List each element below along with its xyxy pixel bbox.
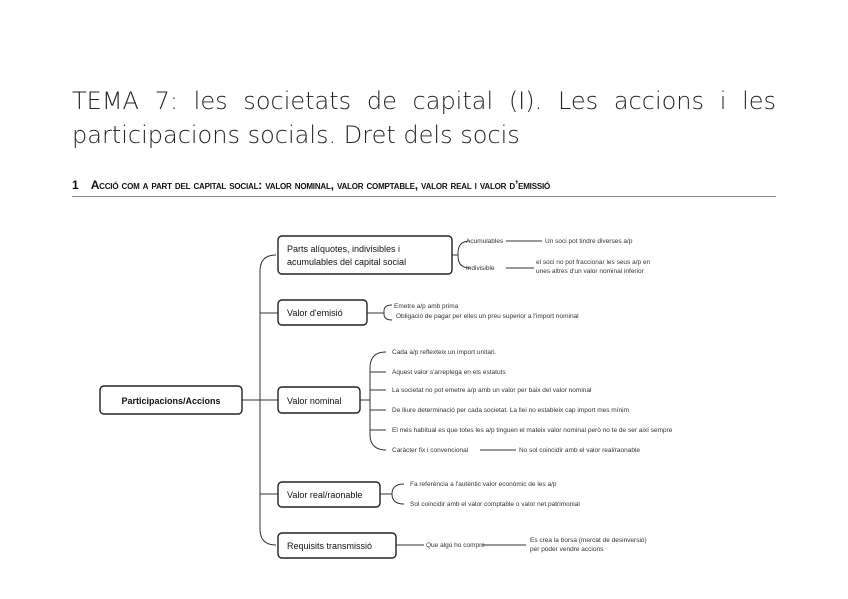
branch-5-label: Requisits transmissió <box>287 541 373 551</box>
leaf-detail: Cada a/p reflexteix un import unitari. <box>392 349 497 356</box>
leaf-detail: Sol coincidir amb el valor comptable o valor net patrimonial <box>410 501 580 508</box>
leaf-label: Indivisible <box>466 265 495 272</box>
note-text: Obligació de pagar per elles un preu superior a l'import nominal <box>396 313 579 320</box>
root-node: Participacions/Accions <box>121 396 221 406</box>
leaf-detail: De lliure determinació per cada societat. La llei no estableix cap import mes mínim <box>392 407 629 414</box>
leaf-detail <box>530 537 649 553</box>
branch-1-box <box>278 236 452 274</box>
section-heading-text: Acció com a part del capital social: valor nominal, valor comptable, valor real i valor d’emissió <box>90 178 551 192</box>
leaf-detail-line: el soci no pot fraccionar les seus a/p en <box>536 259 651 266</box>
branch-1-label-line: acumulables del capital social <box>287 257 407 267</box>
branch-1-label-line: Parts alíquotes, indivisibles i <box>287 244 401 254</box>
leaf-detail: Aquest valor s'arreplega en els estatuts <box>392 369 506 376</box>
branch-2-label: Valor d'emisió <box>287 308 343 318</box>
leaf-detail-line: Es crea la borsa (mercat de desinversió) <box>530 537 647 544</box>
branch-3-label: Valor nominal <box>287 396 342 406</box>
leaf-label: Acumulables <box>466 238 504 245</box>
leaf-detail: No sol coincidir amb el valor real/raonable <box>519 447 641 454</box>
leaf-detail: La societat no pot emetre a/p amb un valor per baix del valor nominal <box>392 387 592 394</box>
leaf-detail-line: unes altres d'un valor nominal inferior <box>536 268 644 275</box>
leaf-detail: Fa referència a l'autèntic valor econòmic de les a/p <box>410 481 557 488</box>
section-number: 1 <box>72 178 79 192</box>
leaf-detail: Un soci pot tindre diverses a/p <box>545 238 633 245</box>
leaf-detail: El més habitual es que totes les a/p tinguen el mateix valor nominal però no te de ser així sempre <box>392 427 673 434</box>
note-text: Emetre a/p amb prima <box>394 303 459 310</box>
document-title: TEMA 7: les societats de capital (I). Les accions i les participacions socials. Dret dels socis <box>72 87 776 149</box>
leaf-detail <box>536 259 652 275</box>
branch-4-label: Valor real/raonable <box>287 490 363 500</box>
leaf-detail-line: per poder vendre accions <box>530 546 604 553</box>
leaf-label: Que algú ho compre <box>426 542 485 549</box>
leaf-label: Caràcter fix i convencional <box>392 447 469 454</box>
